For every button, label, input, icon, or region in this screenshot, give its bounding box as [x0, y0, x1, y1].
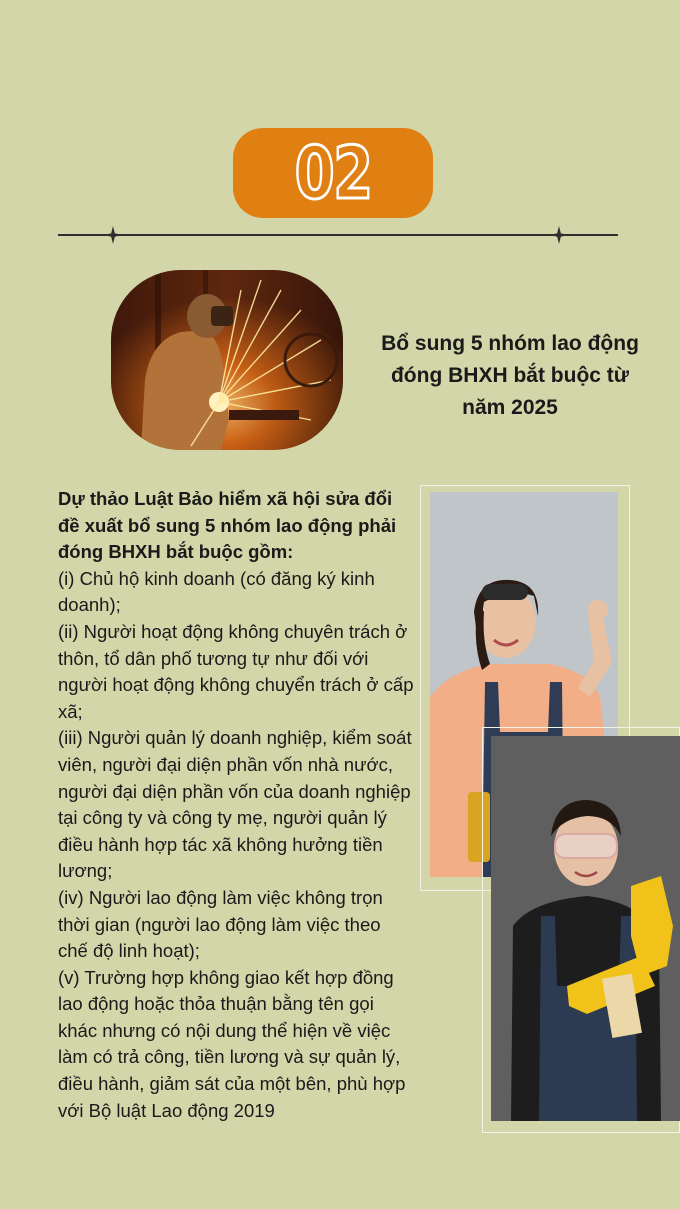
- body-text: [58, 486, 414, 1124]
- section-number: 02: [294, 131, 372, 215]
- welder-photo: [111, 270, 343, 450]
- section-heading: Bổ sung 5 nhóm lao động đóng BHXH bắt buộc từ năm 2025: [381, 332, 639, 419]
- section-number-badge: [233, 128, 433, 218]
- divider-line: [58, 234, 618, 236]
- worker-woman-gloves-photo: [491, 736, 680, 1121]
- intro-paragraph: Dự thảo Luật Bảo hiểm xã hội sửa đổi đề xuất bổ sung 5 nhóm lao động phải đóng BHXH bắt buộc gồm:: [58, 488, 397, 563]
- list-item: (i) Chủ hộ kinh doanh (có đăng ký kinh doanh);: [58, 567, 375, 616]
- list-item: (iv) Người lao động làm việc không trọn thời gian (người lao động làm việc theo chế độ linh hoạt);: [58, 886, 383, 962]
- list-item: (iii) Người quản lý doanh nghiệp, kiểm soát viên, người đại diện phần vốn nhà nước, người đại diện phần vốn của doanh nghiệp tại công ty và công ty mẹ, người quản lý điều hành hợp tác xã không hưởng tiền lương;: [58, 727, 412, 882]
- sparkle-right-icon: [550, 226, 568, 244]
- list-item: (ii) Người hoạt động không chuyên trách ở thôn, tổ dân phố tương tự như đối với người hoạt động không chuyển trách ở cấp xã;: [58, 620, 414, 722]
- sparkle-left-icon: [104, 226, 122, 244]
- list-item: (v) Trường hợp không giao kết hợp đồng lao động hoặc thỏa thuận bằng tên gọi khác nhưng có nội dung thể hiện về việc làm có trả công, tiền lương và sự quản lý, điều hành, giảm sát của một bên, phù hợp với Bộ luật Lao động 2019: [58, 966, 406, 1121]
